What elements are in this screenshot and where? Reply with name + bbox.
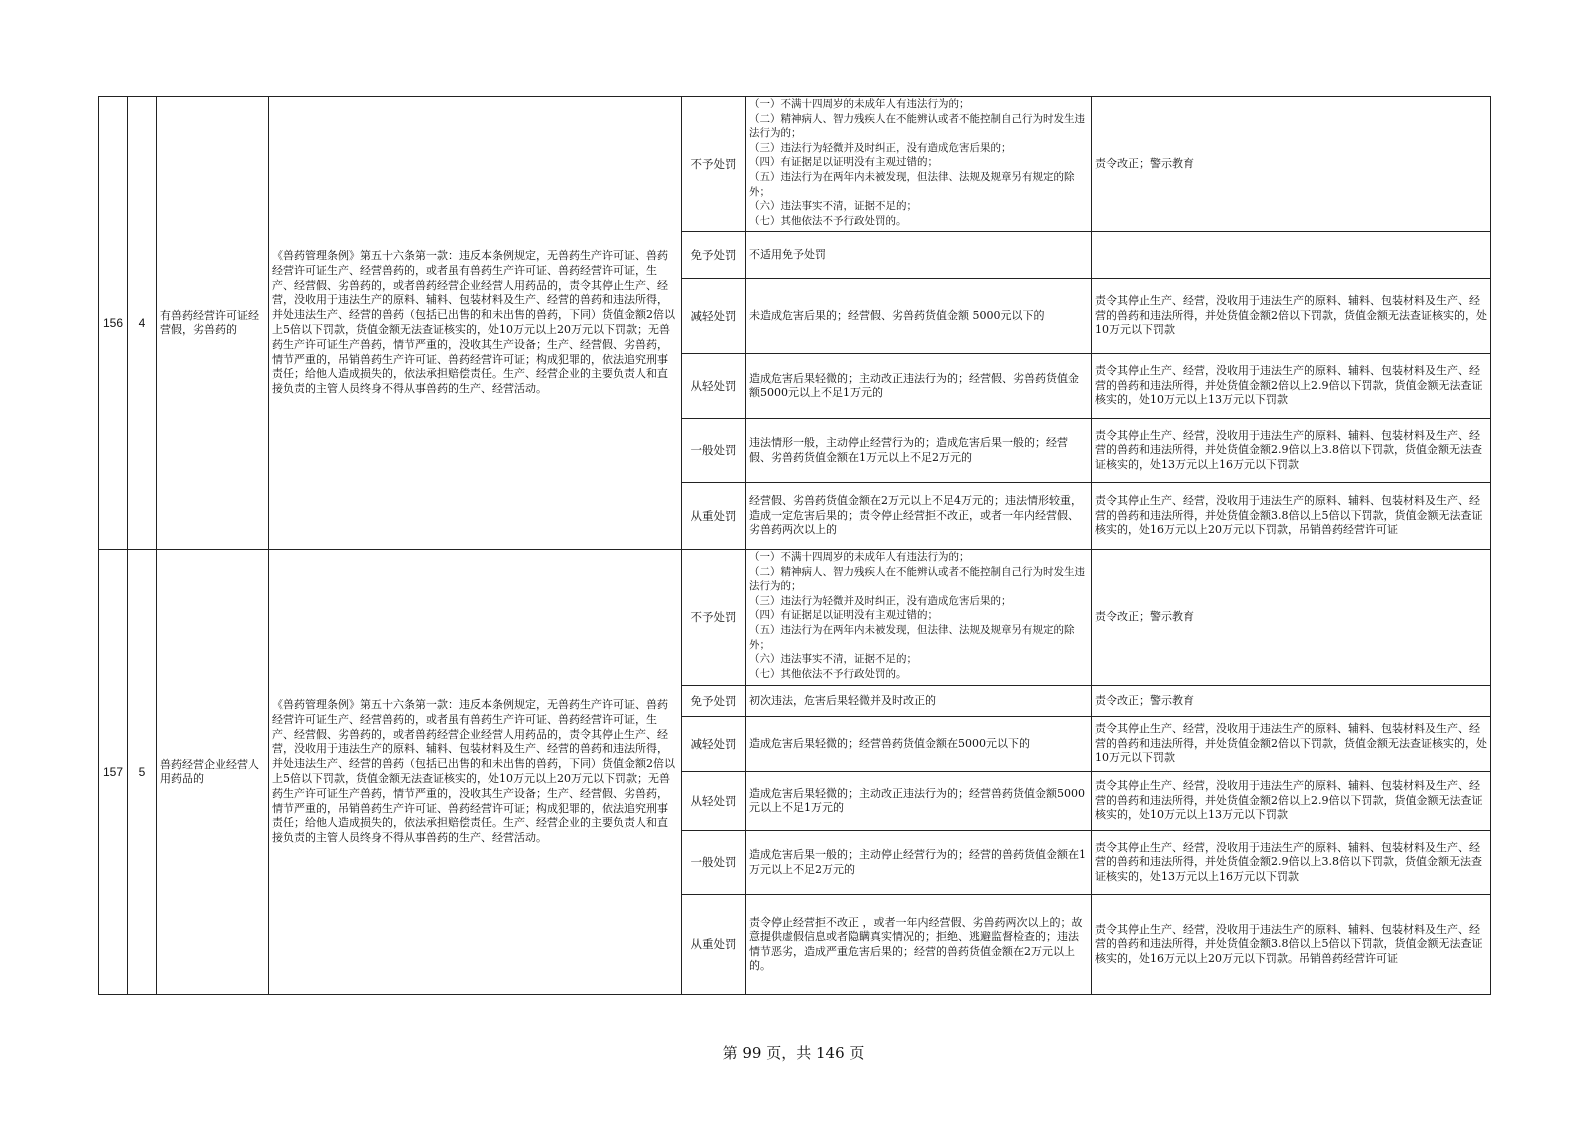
penalty-condition [746, 97, 1092, 232]
condition-item: （四）有证据足以证明没有主观过错的； [749, 156, 938, 169]
violation-description: 有兽药经营许可证经营假，劣兽药的 [157, 97, 269, 550]
condition-item: （五）违法行为在两年内未被发现，但法律、法规及规章另有规定的除外； [749, 623, 1075, 651]
penalty-level: 不予处罚 [682, 550, 746, 686]
penalty-level: 从重处罚 [682, 483, 746, 550]
penalty-result: 责令其停止生产、经营，没收用于违法生产的原料、辅料、包装材料及生产、经营的兽药和违法所得，并处货值金额3.8倍以上5倍以下罚款，货值金额无法查证核实的，处16万元以上20万元以下罚款，吊销兽药经营许可证 [1092, 483, 1491, 550]
condition-item: （一）不满十四周岁的未成年人有违法行为的； [749, 551, 970, 563]
penalty-condition: 造成危害后果轻微的；经营兽药货值金额在5000元以下的 [746, 717, 1092, 772]
penalty-level: 减轻处罚 [682, 279, 746, 354]
sub-number: 4 [128, 97, 157, 550]
penalty-result: 责令其停止生产、经营，没收用于违法生产的原料、辅料、包装材料及生产、经营的兽药和违法所得，并处货值金额2倍以下罚款，货值金额无法查证核实的，处10万元以下罚款 [1092, 279, 1491, 354]
violation-description: 兽药经营企业经营人用药品的 [157, 550, 269, 995]
penalty-level: 一般处罚 [682, 419, 746, 483]
condition-item: （二）精神病人、智力残疾人在不能辨认或者不能控制自己行为时发生违法行为的； [749, 112, 1085, 140]
penalty-condition: 造成危害后果轻微的；主动改正违法行为的；经营兽药货值金额5000元以上不足1万元的 [746, 772, 1092, 831]
penalty-condition: 违法情形一般，主动停止经营行为的；造成危害后果一般的；经营假、劣兽药货值金额在1万元以上不足2万元的 [746, 419, 1092, 483]
penalty-table [98, 96, 1491, 995]
sub-number: 5 [128, 550, 157, 995]
penalty-result: 责令改正；警示教育 [1092, 550, 1491, 686]
penalty-level: 从轻处罚 [682, 354, 746, 419]
penalty-level: 不予处罚 [682, 97, 746, 232]
penalty-level: 一般处罚 [682, 831, 746, 895]
condition-item: （七）其他依法不予行政处罚的。 [749, 667, 907, 680]
condition-item: （六）违法事实不清，证据不足的； [749, 200, 917, 213]
penalty-result: 责令其停止生产、经营，没收用于违法生产的原料、辅料、包装材料及生产、经营的兽药和违法所得，并处货值金额2倍以上2.9倍以下罚款，货值金额无法查证核实的，处10万元以上13万元以下罚款 [1092, 772, 1491, 831]
legal-basis: 《兽药管理条例》第五十六条第一款：违反本条例规定，无兽药生产许可证、兽药经营许可证生产、经营兽药的，或者虽有兽药生产许可证、兽药经营许可证，生产、经营假、劣兽药的，或者兽药经营企业经营人用药品的，责令其停止生产、经营，没收用于违法生产的原料、辅料、包装材料及生产、经营的兽药和违法所得，并处违法生产、经营的兽药（包括已出售的和未出售的兽药，下同）货值金额2倍以上5倍以下罚款，货值金额无法查证核实的，处10万元以上20万元以下罚款；无兽药生产许可证生产兽药，情节严重的，没收其生产设备；生产、经营假、劣兽药，情节严重的，吊销兽药生产许可证、兽药经营许可证；构成犯罪的，依法追究刑事责任；给他人造成损失的，依法承担赔偿责任。生产、经营企业的主要负责人和直接负责的主管人员终身不得从事兽药的生产、经营活动。 [269, 97, 682, 550]
penalty-condition: 经营假、劣兽药货值金额在2万元以上不足4万元的；违法情形较重，造成一定危害后果的；责令停止经营拒不改正，或者一年内经营假、劣兽药两次以上的 [746, 483, 1092, 550]
page-number: 第 99 页，共 146 页 [722, 1044, 865, 1062]
penalty-condition: 不适用免予处罚 [746, 232, 1092, 279]
penalty-result: 责令其停止生产、经营，没收用于违法生产的原料、辅料、包装材料及生产、经营的兽药和违法所得，并处货值金额2倍以上2.9倍以下罚款，货值金额无法查证核实的，处10万元以上13万元以下罚款 [1092, 354, 1491, 419]
penalty-condition [746, 550, 1092, 686]
condition-item: （一）不满十四周岁的未成年人有违法行为的； [749, 98, 970, 110]
table-row [99, 97, 1491, 232]
penalty-result: 责令其停止生产、经营，没收用于违法生产的原料、辅料、包装材料及生产、经营的兽药和违法所得，并处货值金额2.9倍以上3.8倍以下罚款，货值金额无法查证核实的，处13万元以上16万元以下罚款 [1092, 831, 1491, 895]
seq-number: 157 [99, 550, 128, 995]
penalty-condition: 未造成危害后果的；经营假、劣兽药货值金额 5000元以下的 [746, 279, 1092, 354]
condition-item: （四）有证据足以证明没有主观过错的； [749, 609, 938, 622]
penalty-level: 从重处罚 [682, 895, 746, 995]
penalty-result: 责令改正；警示教育 [1092, 97, 1491, 232]
penalty-level: 免予处罚 [682, 232, 746, 279]
condition-item: （二）精神病人、智力残疾人在不能辨认或者不能控制自己行为时发生违法行为的； [749, 565, 1085, 593]
condition-item: （六）违法事实不清，证据不足的； [749, 653, 917, 666]
penalty-level: 从轻处罚 [682, 772, 746, 831]
penalty-level: 免予处罚 [682, 686, 746, 717]
penalty-condition: 造成危害后果一般的；主动停止经营行为的；经营的兽药货值金额在1万元以上不足2万元的 [746, 831, 1092, 895]
table-row [99, 550, 1491, 686]
penalty-condition: 初次违法，危害后果轻微并及时改正的 [746, 686, 1092, 717]
condition-item: （三）违法行为轻微并及时纠正，没有造成危害后果的； [749, 594, 1012, 607]
penalty-result [1092, 232, 1491, 279]
penalty-condition: 造成危害后果轻微的；主动改正违法行为的；经营假、劣兽药货值金额5000元以上不足1万元的 [746, 354, 1092, 419]
legal-basis: 《兽药管理条例》第五十六条第一款：违反本条例规定，无兽药生产许可证、兽药经营许可证生产、经营兽药的，或者虽有兽药生产许可证、兽药经营许可证，生产、经营假、劣兽药的，或者兽药经营企业经营人用药品的，责令其停止生产、经营，没收用于违法生产的原料、辅料、包装材料及生产、经营的兽药和违法所得，并处违法生产、经营的兽药（包括已出售的和未出售的兽药，下同）货值金额2倍以上5倍以下罚款，货值金额无法查证核实的，处10万元以上20万元以下罚款；无兽药生产许可证生产兽药，情节严重的，没收其生产设备；生产、经营假、劣兽药，情节严重的，吊销兽药生产许可证、兽药经营许可证；构成犯罪的，依法追究刑事责任；给他人造成损失的，依法承担赔偿责任。生产、经营企业的主要负责人和直接负责的主管人员终身不得从事兽药的生产、经营活动。 [269, 550, 682, 995]
seq-number: 156 [99, 97, 128, 550]
condition-item: （七）其他依法不予行政处罚的。 [749, 214, 907, 227]
penalty-level: 减轻处罚 [682, 717, 746, 772]
condition-item: （五）违法行为在两年内未被发现，但法律、法规及规章另有规定的除外； [749, 170, 1075, 198]
penalty-result: 责令其停止生产、经营，没收用于违法生产的原料、辅料、包装材料及生产、经营的兽药和违法所得，并处货值金额2.9倍以上3.8倍以下罚款，货值金额无法查证核实的，处13万元以上16万元以下罚款 [1092, 419, 1491, 483]
penalty-result: 责令其停止生产、经营，没收用于违法生产的原料、辅料、包装材料及生产、经营的兽药和违法所得，并处货值金额3.8倍以上5倍以下罚款，货值金额无法查证核实的，处16万元以上20万元以下罚款。吊销兽药经营许可证 [1092, 895, 1491, 995]
penalty-result: 责令改正；警示教育 [1092, 686, 1491, 717]
penalty-condition: 责令停止经营拒不改正 ，或者一年内经营假、劣兽药两次以上的；故意提供虚假信息或者隐瞒真实情况的；拒绝、逃避监督检查的；违法情节恶劣，造成严重危害后果的；经营的兽药货值金额在2万元以上的。 [746, 895, 1092, 995]
condition-item: （三）违法行为轻微并及时纠正，没有造成危害后果的； [749, 141, 1012, 154]
penalty-result: 责令其停止生产、经营，没收用于违法生产的原料、辅料、包装材料及生产、经营的兽药和违法所得，并处货值金额2倍以下罚款，货值金额无法查证核实的，处10万元以下罚款 [1092, 717, 1491, 772]
